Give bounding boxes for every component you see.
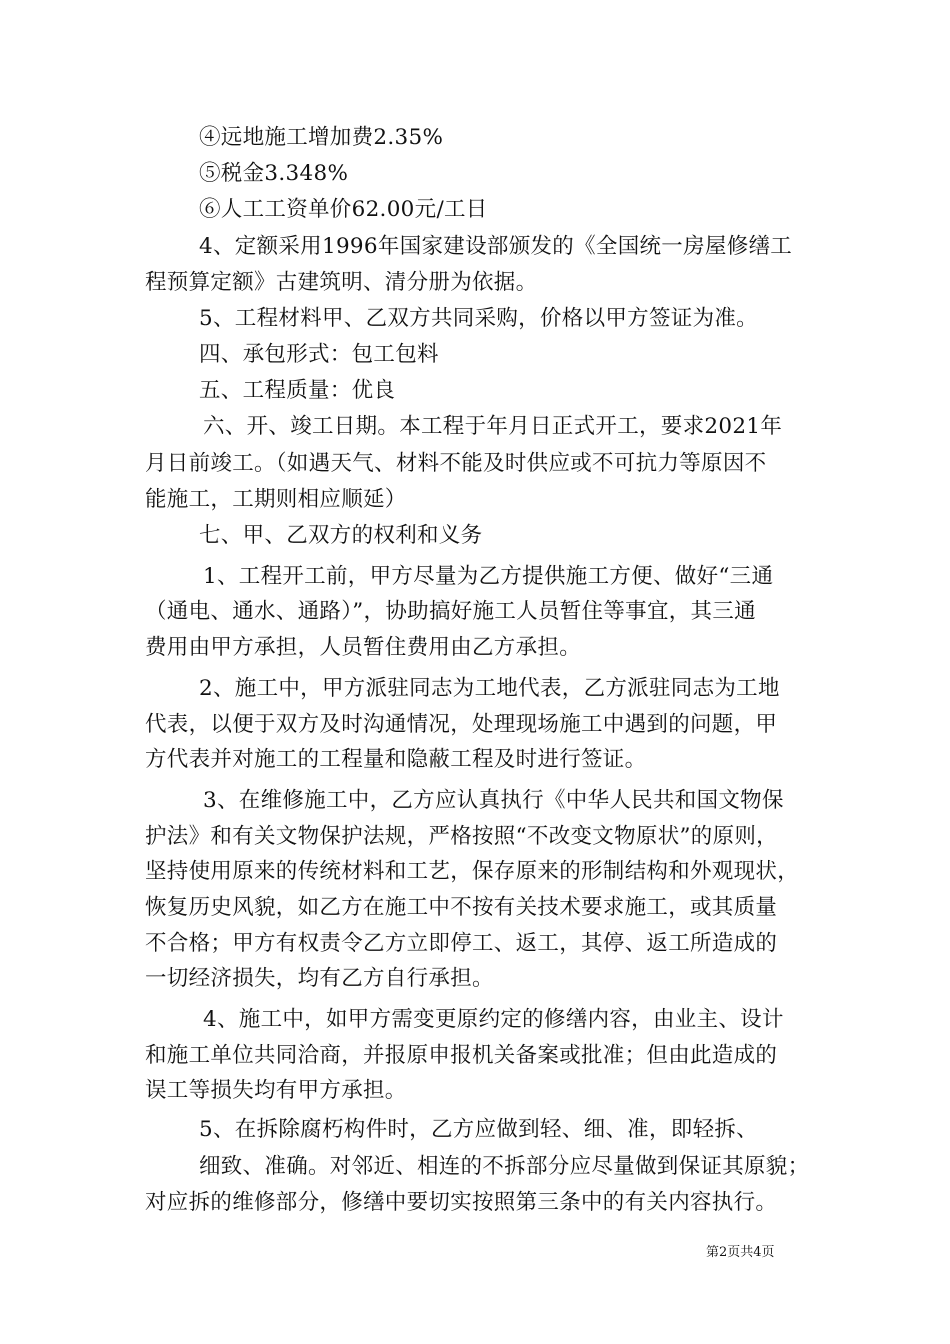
- line-13: 1、工程开工前，甲方尽量为乙方提供施工方便、做好“三通: [203, 564, 774, 589]
- line-27: 误工等损失均有甲方承担。: [145, 1078, 407, 1103]
- line-9: 六、开、竣工日期。本工程于年月日正式开工，要求2021年: [203, 414, 783, 439]
- line-26: 和施工单位共同洽商，并报原申报机关备案或批准；但由此造成的: [145, 1043, 778, 1068]
- line-4: 4、定额采用1996年国家建设部颁发的《全国统一房屋修缮工: [199, 234, 793, 259]
- line-12: 七、甲、乙双方的权利和义务: [199, 523, 483, 548]
- line-10: 月日前竣工。（如遇天气、材料不能及时供应或不可抗力等原因不: [145, 451, 767, 476]
- line-8: 五、工程质量：优良: [199, 378, 396, 403]
- line-1: ④远地施工增加费2.35%: [199, 125, 444, 150]
- line-20: 护法》和有关文物保护法规，严格按照“不改变文物原状”的原则，: [145, 824, 778, 849]
- line-29: 细致、准确。对邻近、相连的不拆部分应尽量做到保证其原貌；: [199, 1154, 810, 1179]
- line-21: 坚持使用原来的传统材料和工艺，保存原来的形制结构和外观现状，: [145, 859, 800, 884]
- line-14: （通电、通水、通路）”，协助搞好施工人员暂住等事宜，其三通: [145, 599, 756, 624]
- line-18: 方代表并对施工的工程量和隐蔽工程及时进行签证。: [145, 747, 647, 772]
- line-19: 3、在维修施工中，乙方应认真执行《中华人民共和国文物保: [203, 788, 784, 813]
- line-15: 费用由甲方承担，人员暂住费用由乙方承担。: [145, 635, 582, 660]
- line-16: 2、施工中，甲方派驻同志为工地代表，乙方派驻同志为工地: [199, 676, 780, 701]
- line-3: ⑥人工工资单价62.00元/工日: [199, 197, 488, 222]
- line-23: 不合格；甲方有权责令乙方立即停工、返工，其停、返工所造成的: [145, 931, 778, 956]
- line-6: 5、工程材料甲、乙双方共同采购，价格以甲方签证为准。: [199, 306, 758, 331]
- line-7: 四、承包形式：包工包料: [199, 342, 439, 367]
- page-number-footer: 第2页共4页: [706, 1245, 775, 1260]
- line-30: 对应拆的维修部分，修缮中要切实按照第三条中的有关内容执行。: [145, 1190, 778, 1215]
- line-11: 能施工，工期则相应顺延）: [145, 487, 407, 512]
- line-28: 5、在拆除腐朽构件时，乙方应做到轻、细、准，即轻拆、: [199, 1117, 758, 1142]
- line-22: 恢复历史风貌，如乙方在施工中不按有关技术要求施工，或其质量: [145, 895, 778, 920]
- line-5: 程预算定额》古建筑明、清分册为依据。: [145, 270, 538, 295]
- line-17: 代表，以便于双方及时沟通情况，处理现场施工中遇到的问题，甲: [145, 712, 778, 737]
- line-25: 4、施工中，如甲方需变更原约定的修缮内容，由业主、设计: [203, 1007, 784, 1032]
- line-2: ⑤税金3.348%: [199, 161, 349, 186]
- line-24: 一切经济损失，均有乙方自行承担。: [145, 966, 494, 991]
